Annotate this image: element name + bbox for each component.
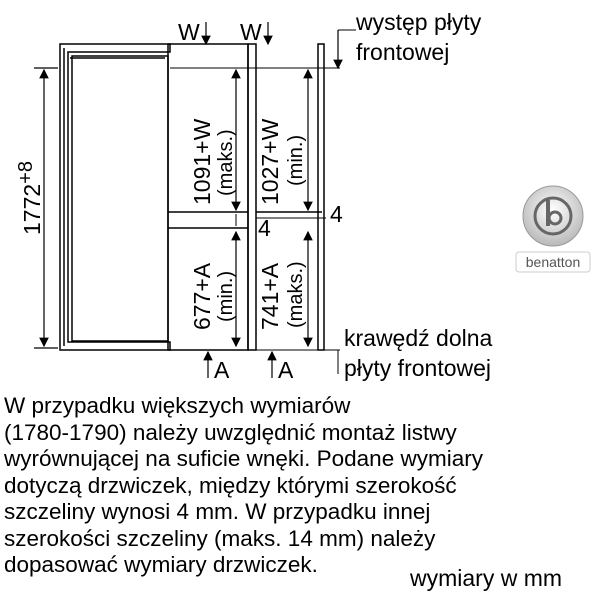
description-line: W przypadku większych wymiarów: [4, 393, 351, 418]
benatton-logo: [512, 182, 594, 274]
description-line: szerokości szczeliny (maks. 14 mm) należy: [4, 525, 436, 551]
upper-door-right-label: 1027+W: [257, 118, 283, 205]
lower-door-right-note: (maks.): [285, 261, 307, 328]
description-line: wyrównującej na suficie wnęki. Podane wymiary: [4, 446, 483, 471]
lower-door-left-note: (min.): [215, 270, 237, 322]
description-line: (1780-1790) należy uwzględnić montaż listwy: [4, 419, 457, 445]
gap-mid-label: 4: [258, 215, 271, 241]
logo-text: benatton: [525, 254, 581, 270]
description-line: szczeliny wynosi 4 mm. W przypadku innej: [4, 499, 431, 524]
upper-door-left-label: 1091+W: [189, 118, 215, 205]
b-circle-logo-icon: [523, 186, 583, 246]
lower-door-left-label: 677+A: [189, 262, 215, 330]
gap-right-label: 4: [330, 201, 343, 227]
a-left-label: A: [214, 357, 230, 383]
w-left-label: W: [178, 19, 200, 45]
lower-door-right-label: 741+A: [257, 262, 283, 330]
a-right-label: A: [278, 357, 294, 383]
niche-outline: [60, 44, 170, 350]
upper-door-left-note: (maks.): [215, 129, 237, 196]
front-panel-top-label: występ płyty: [356, 9, 482, 35]
height-total-label: 1772+8: [15, 161, 45, 235]
description-line: dotyczą drzwiczek, między którymi szerokość: [4, 472, 457, 498]
w-right-label: W: [240, 19, 262, 45]
front-panel-top-label-2: frontowej: [356, 39, 450, 65]
description-text: [4, 393, 600, 579]
bottom-edge-label: krawędź dolna: [344, 325, 493, 351]
upper-door-right-note: (min.): [285, 134, 307, 186]
units-note: wymiary w mm: [410, 565, 563, 591]
description-line: dopasować wymiary drzwiczek.: [4, 552, 318, 577]
bottom-edge-label-2: płyty frontowej: [344, 355, 492, 381]
